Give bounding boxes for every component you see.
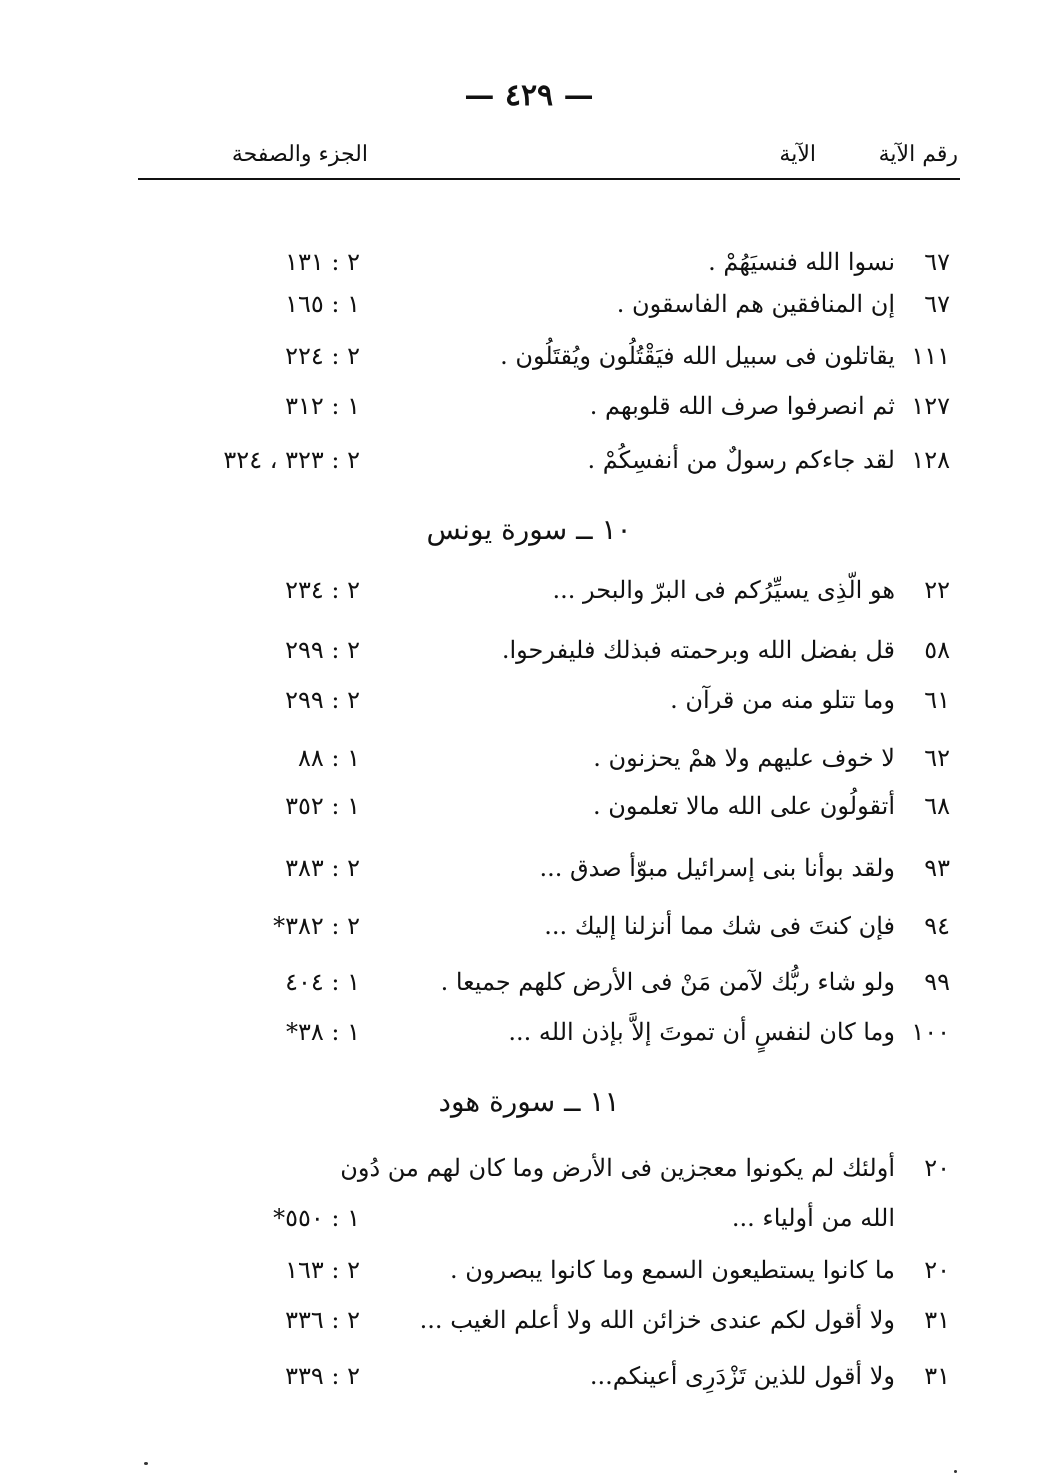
index-row xyxy=(0,630,1058,670)
volume-page-ref: ٢ : ٣٨٣ xyxy=(285,854,360,882)
verse-text: إن المنافقين هم الفاسقون . xyxy=(616,290,895,318)
verse-text: هو الّذِى يسيِّرُكم فى البرّ والبحر ... xyxy=(552,576,895,604)
volume-page-ref: ٢ : ٣٣٩ xyxy=(285,1362,360,1390)
verse-text: ثم انصرفوا صرف الله قلوبهم . xyxy=(589,392,895,420)
volume-page-ref: ٢ : ٣٢٣ ، ٣٢٤ xyxy=(223,446,360,474)
column-header-verse-number: رقم الآية xyxy=(878,142,958,167)
verse-number: ٣١ xyxy=(924,1362,950,1390)
verse-number: ١٢٨ xyxy=(911,446,950,474)
volume-page-ref: ١ : ٨٨ xyxy=(297,744,360,772)
volume-page-ref: ٢ : ١٦٣ xyxy=(285,1256,360,1284)
verse-text: ولا أقول للذين تَزْدَرِى أعينكم... xyxy=(589,1362,895,1390)
volume-page-ref: ١ : ١٦٥ xyxy=(285,290,360,318)
index-row xyxy=(0,336,1058,376)
page-number: — ٤٢٩ — xyxy=(464,78,594,113)
verse-number: ٩٣ xyxy=(924,854,950,882)
index-row xyxy=(0,1250,1058,1290)
scan-speck xyxy=(954,1470,957,1473)
verse-text: ولو شاء ربُّك لآمن مَنْ فى الأرض كلهم جميعا . xyxy=(440,968,895,996)
volume-page-ref: ٢ : ٢٩٩ xyxy=(285,636,360,664)
verse-text: نسوا الله فنسيَهُمْ . xyxy=(708,248,895,276)
verse-text: ما كانوا يستطيعون السمع وما كانوا يبصرون . xyxy=(449,1256,895,1284)
verse-text: فإن كنتَ فى شك مما أنزلنا إليك ... xyxy=(544,912,895,940)
index-row xyxy=(0,386,1058,426)
verse-number: ٦٧ xyxy=(924,248,950,276)
verse-number: ٩٩ xyxy=(924,968,950,996)
verse-number: ١١١ xyxy=(911,342,950,370)
index-row xyxy=(0,440,1058,480)
volume-page-ref: ٢ : ٣٣٦ xyxy=(285,1306,360,1334)
verse-number: ٥٨ xyxy=(924,636,950,664)
verse-number: ٩٤ xyxy=(924,912,950,940)
index-row xyxy=(0,1012,1058,1052)
volume-page-ref: ١ : ٣٨* xyxy=(285,1018,360,1046)
volume-page-ref: ٢ : ١٣١ xyxy=(285,248,360,276)
verse-text: ولقد بوأنا بنى إسرائيل مبوّأ صدق ... xyxy=(539,854,895,882)
index-row xyxy=(0,962,1058,1002)
verse-number: ٦١ xyxy=(924,686,950,714)
volume-page-ref: ١ : ٤٠٤ xyxy=(285,968,360,996)
index-row xyxy=(0,1300,1058,1340)
verse-text: وما تتلو منه من قرآن . xyxy=(670,686,895,714)
verse-text: لقد جاءكم رسولٌ من أنفسِكُمْ . xyxy=(587,446,895,474)
verse-number: ٦٧ xyxy=(924,290,950,318)
volume-page-ref: ٢ : ٢٩٩ xyxy=(285,686,360,714)
surah-title: ١٠ ــ سورة يونس xyxy=(426,513,632,546)
index-row xyxy=(0,284,1058,324)
verse-number: ٢٠ xyxy=(924,1256,950,1284)
index-row xyxy=(0,906,1058,946)
column-header-volume-page: الجزء والصفحة xyxy=(231,142,368,167)
volume-page-ref: ٢ : ٢٢٤ xyxy=(285,342,360,370)
verse-number: ١٢٧ xyxy=(911,392,950,420)
volume-page-ref: ١ : ٣١٢ xyxy=(285,392,360,420)
verse-number: ٦٢ xyxy=(924,744,950,772)
verse-text: يقاتلون فى سبيل الله فيَقْتُلُون ويُقتَلُون . xyxy=(500,342,895,370)
volume-page-ref: ٢ : ٣٨٢* xyxy=(273,912,360,940)
verse-text: أولئك لم يكونوا معجزين فى الأرض وما كان لهم من دُون xyxy=(340,1154,895,1182)
verse-number: ٦٨ xyxy=(924,792,950,820)
index-row xyxy=(0,570,1058,610)
scan-speck xyxy=(144,1462,148,1465)
index-row xyxy=(0,1356,1058,1396)
volume-page-ref: ١ : ٣٥٢ xyxy=(285,792,360,820)
volume-page-ref: ٢ : ٢٣٤ xyxy=(285,576,360,604)
index-row xyxy=(0,242,1058,282)
verse-number: ٢٢ xyxy=(924,576,950,604)
verse-text: ولا أقول لكم عندى خزائن الله ولا أعلم الغيب ... xyxy=(419,1306,895,1334)
index-row-multiline xyxy=(0,1148,1058,1238)
verse-text: أتقولُون على الله مالا تعلمون . xyxy=(592,792,895,820)
volume-page-ref: ١ : ٥٥٠* xyxy=(273,1204,360,1232)
verse-text: وما كان لنفسٍ أن تموتَ إلاَّ بإذن الله ... xyxy=(508,1018,895,1046)
index-row xyxy=(0,848,1058,888)
surah-title: ١١ ــ سورة هود xyxy=(438,1085,620,1118)
verse-text-continuation: الله من أولياء ... xyxy=(731,1204,895,1232)
index-row xyxy=(0,738,1058,778)
index-row xyxy=(0,680,1058,720)
verse-number: ٢٠ xyxy=(924,1154,950,1182)
verse-text: قل بفضل الله وبرحمته فبذلك فليفرحوا. xyxy=(501,636,895,664)
index-row xyxy=(0,786,1058,826)
verse-text: لا خوف عليهم ولا همْ يحزنون . xyxy=(593,744,895,772)
verse-number: ١٠٠ xyxy=(911,1018,950,1046)
verse-number: ٣١ xyxy=(924,1306,950,1334)
column-header-verse: الآية xyxy=(779,142,816,167)
header-rule xyxy=(138,178,960,180)
